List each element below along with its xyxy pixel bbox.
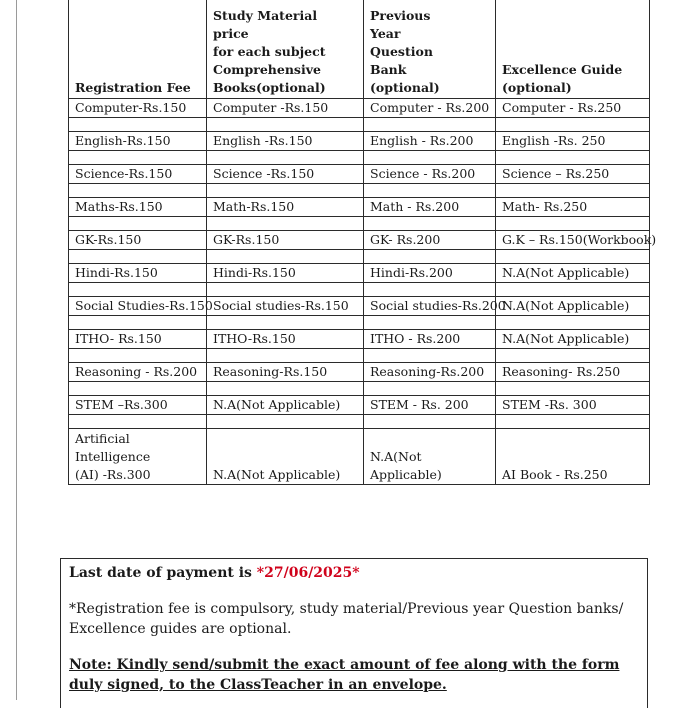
- spacer-cell: [207, 382, 364, 396]
- spacer-cell: [496, 283, 650, 297]
- registration-fee-cell: English-Rs.150: [69, 132, 207, 151]
- spacer-cell: [364, 250, 496, 264]
- registration-fee-cell: Hindi-Rs.150: [69, 264, 207, 283]
- row-spacer: [69, 118, 650, 132]
- page-margin-rule: [16, 0, 17, 700]
- spacer-cell: [364, 184, 496, 198]
- table-row: [69, 297, 650, 316]
- excellence-guide-cell: Math- Rs.250: [496, 198, 650, 217]
- table-header-row: [69, 0, 650, 99]
- spacer-cell: [69, 415, 207, 429]
- submission-instruction: Note: Kindly send/submit the exact amount of fee along with the form duly signed, to the ClassTeacher in an envelope.: [69, 657, 620, 693]
- spacer-cell: [207, 184, 364, 198]
- row-spacer: [69, 217, 650, 231]
- spacer-cell: [496, 118, 650, 132]
- spacer-cell: [69, 184, 207, 198]
- spacer-cell: [496, 184, 650, 198]
- study-material-cell: Reasoning-Rs.150: [207, 363, 364, 382]
- spacer-cell: [207, 151, 364, 165]
- fee-policy-note: *Registration fee is compulsory, study material/Previous year Question banks/ Excellence guides are optional.: [69, 601, 624, 637]
- row-spacer: [69, 151, 650, 165]
- spacer-cell: [496, 415, 650, 429]
- study-material-cell: Computer -Rs.150: [207, 99, 364, 118]
- spacer-cell: [364, 283, 496, 297]
- payment-notice-box: [60, 558, 648, 708]
- spacer-cell: [69, 283, 207, 297]
- spacer-cell: [69, 217, 207, 231]
- excellence-guide-cell: English -Rs. 250: [496, 132, 650, 151]
- header-study-material: Study Material price for each subject Comprehensive Books(optional): [207, 0, 364, 99]
- question-bank-cell: N.A(Not Applicable): [364, 429, 496, 485]
- spacer-cell: [364, 382, 496, 396]
- spacer-cell: [207, 349, 364, 363]
- spacer-cell: [69, 151, 207, 165]
- question-bank-cell: English - Rs.200: [364, 132, 496, 151]
- registration-fee-cell: STEM –Rs.300: [69, 396, 207, 415]
- study-material-cell: Social studies-Rs.150: [207, 297, 364, 316]
- excellence-guide-cell: Science – Rs.250: [496, 165, 650, 184]
- excellence-guide-cell: N.A(Not Applicable): [496, 264, 650, 283]
- study-material-cell: Math-Rs.150: [207, 198, 364, 217]
- question-bank-cell: Social studies-Rs.200: [364, 297, 496, 316]
- study-material-cell: N.A(Not Applicable): [207, 396, 364, 415]
- spacer-cell: [364, 316, 496, 330]
- spacer-cell: [69, 382, 207, 396]
- excellence-guide-cell: Computer - Rs.250: [496, 99, 650, 118]
- row-spacer: [69, 382, 650, 396]
- question-bank-cell: STEM - Rs. 200: [364, 396, 496, 415]
- question-bank-cell: Reasoning-Rs.200: [364, 363, 496, 382]
- study-material-cell: N.A(Not Applicable): [207, 429, 364, 485]
- study-material-cell: Science -Rs.150: [207, 165, 364, 184]
- row-spacer: [69, 250, 650, 264]
- spacer-cell: [364, 118, 496, 132]
- spacer-cell: [69, 250, 207, 264]
- question-bank-cell: Math - Rs.200: [364, 198, 496, 217]
- spacer-cell: [69, 316, 207, 330]
- table-row: [69, 132, 650, 151]
- excellence-guide-cell: N.A(Not Applicable): [496, 297, 650, 316]
- table-row: [69, 264, 650, 283]
- registration-fee-cell: GK-Rs.150: [69, 231, 207, 250]
- registration-fee-cell: Social Studies-Rs.150: [69, 297, 207, 316]
- table-row: [69, 396, 650, 415]
- spacer-cell: [207, 250, 364, 264]
- registration-fee-cell: Reasoning - Rs.200: [69, 363, 207, 382]
- registration-fee-cell: Maths-Rs.150: [69, 198, 207, 217]
- spacer-cell: [364, 415, 496, 429]
- study-material-cell: English -Rs.150: [207, 132, 364, 151]
- registration-fee-cell: Artificial Intelligence (AI) -Rs.300: [69, 429, 207, 485]
- spacer-cell: [496, 217, 650, 231]
- spacer-cell: [364, 349, 496, 363]
- row-spacer: [69, 184, 650, 198]
- spacer-cell: [364, 151, 496, 165]
- spacer-cell: [496, 382, 650, 396]
- spacer-cell: [364, 217, 496, 231]
- excellence-guide-cell: AI Book - Rs.250: [496, 429, 650, 485]
- spacer-cell: [207, 118, 364, 132]
- row-spacer: [69, 349, 650, 363]
- header-excellence-guide: Excellence Guide (optional): [496, 0, 650, 99]
- table-row: [69, 330, 650, 349]
- row-spacer: [69, 283, 650, 297]
- registration-fee-cell: ITHO- Rs.150: [69, 330, 207, 349]
- row-spacer: [69, 415, 650, 429]
- excellence-guide-cell: Reasoning- Rs.250: [496, 363, 650, 382]
- excellence-guide-cell: STEM -Rs. 300: [496, 396, 650, 415]
- table-row: [69, 429, 650, 485]
- question-bank-cell: Computer - Rs.200: [364, 99, 496, 118]
- question-bank-cell: GK- Rs.200: [364, 231, 496, 250]
- spacer-cell: [207, 415, 364, 429]
- spacer-cell: [496, 316, 650, 330]
- study-material-cell: ITHO-Rs.150: [207, 330, 364, 349]
- spacer-cell: [207, 283, 364, 297]
- study-material-cell: GK-Rs.150: [207, 231, 364, 250]
- spacer-cell: [69, 349, 207, 363]
- question-bank-cell: Hindi-Rs.200: [364, 264, 496, 283]
- spacer-cell: [496, 349, 650, 363]
- spacer-cell: [496, 250, 650, 264]
- spacer-cell: [207, 316, 364, 330]
- spacer-cell: [207, 217, 364, 231]
- deadline-label: Last date of payment is: [69, 565, 257, 581]
- table-row: [69, 363, 650, 382]
- payment-deadline: [69, 563, 639, 583]
- table-row: [69, 231, 650, 250]
- table-row: [69, 198, 650, 217]
- fee-table-body: [69, 99, 657, 485]
- header-registration-fee: Registration Fee: [69, 0, 207, 99]
- table-row: [69, 99, 650, 118]
- registration-fee-cell: Computer-Rs.150: [69, 99, 207, 118]
- fee-table: [68, 0, 657, 485]
- excellence-guide-cell: N.A(Not Applicable): [496, 330, 650, 349]
- question-bank-cell: ITHO - Rs.200: [364, 330, 496, 349]
- deadline-date: *27/06/2025*: [256, 565, 360, 581]
- excellence-guide-cell: G.K – Rs.150(Workbook): [496, 231, 650, 250]
- question-bank-cell: Science - Rs.200: [364, 165, 496, 184]
- header-question-bank: Previous Year Question Bank (optional): [364, 0, 496, 99]
- spacer-cell: [496, 151, 650, 165]
- row-spacer: [69, 316, 650, 330]
- table-row: [69, 165, 650, 184]
- spacer-cell: [69, 118, 207, 132]
- study-material-cell: Hindi-Rs.150: [207, 264, 364, 283]
- registration-fee-cell: Science-Rs.150: [69, 165, 207, 184]
